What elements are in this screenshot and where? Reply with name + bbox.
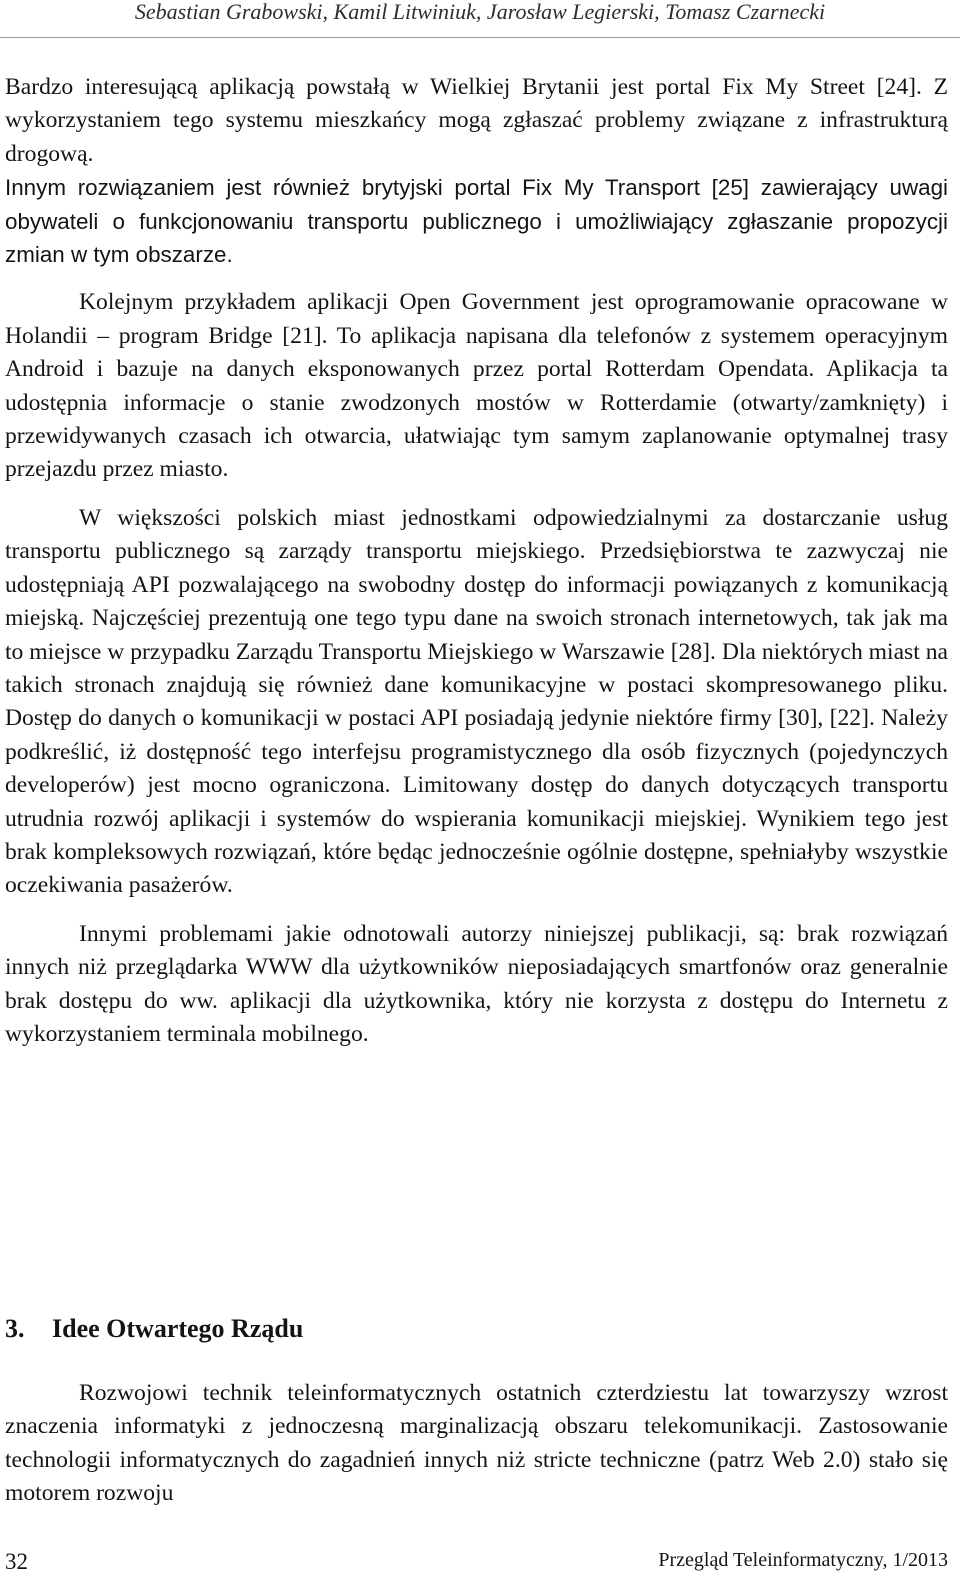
paragraph-fix-my-street: Bardzo interesującą aplikacją powstałą w Wielkiej Brytanii jest portal Fix My Street [24]. Z wykorzystaniem tego systemu mieszkańcy mogą zgłaszać problemy związane z infrastrukturą drogową. [5,74,948,167]
paragraph-polish-cities: W większości polskich miast jednostkami odpowiedzialnymi za dostarczanie usług transportu publicznego są zarządy transportu miejskiego. Przedsiębiorstwa te zazwyczaj nie udostępniają API pozwalającego na swobodny dostęp do informacji powiązanych z komunikacją miejską. Najczęściej prezentują one tego typu dane na swoich stronach internetowych, tak jak ma to miejsce w przypadku Zarządu Transportu Miejskiego w Warszawie [28]. Dla niektórych miast na takich stronach znajdują się również dane komunikacyjne w postaci skompresowanego pliku. Dostęp do danych o komunikacji w postaci API posiadają jedynie niektóre firmy [30], [22]. Należy podkreślić, iż dostępność tego interfejsu programistycznego dla osób fizycznych (pojedynczych developerów) jest mocno ograniczona. Limitowany dostęp do danych dotyczących transportu utrudnia rozwój aplikacji i systemów do wspierania komunikacji miejskiej. Wynikiem tego jest brak kompleksowych rozwiązań, które będąc jednocześnie ogólnie dostępne, spełniałyby wszystkie oczekiwania pasażerów. [5,504,948,899]
header-authors: Sebastian Grabowski, Kamil Litwiniuk, Jarosław Legierski, Tomasz Czarnecki [134,0,826,24]
section-body [5,1377,948,1511]
paragraph-other-problems: Innymi problemami jakie odnotowali autorzy niniejszej publikacji, są: brak rozwiązań innych niż przeglądarka WWW dla użytkowników nieposiadających smartfonów oraz generalnie brak dostępu do ww. aplikacji dla użytkownika, który nie korzysta z dostępu do Internetu z wykorzystaniem terminala mobilnego. [5,920,948,1047]
paragraph-bridge-app: Kolejnym przykładem aplikacji Open Government jest oprogramowanie opracowane w Holandii – program Bridge [21]. To aplikacja napisana dla telefonów z systemem operacyjnym Android i bazuje na danych eksponowanych przez portal Rotterdam Opendata. Aplikacja ta udostępnia informacje o stanie zwodzonych mostów w Rotterdamie (otwarty/zamknięty) i przewidywanych czasach ich otwarcia, ułatwiając tym samym zaplanowanie optymalnej trasy przejazdu przez miasto. [5,289,948,483]
journal-reference: Przegląd Teleinformatyczny, 1/2013 [658,1549,948,1571]
paragraph-gap [5,903,948,918]
paragraph-section-intro: Rozwojowi technik teleinformatycznych ostatnich czterdziestu lat towarzyszy wzrost znaczenia informatyki z jednoczesną marginalizacją obszaru telekomunikacji. Zastosowanie technologii informatycznych do zagadnień innych niż stricte techniczne (patrz Web 2.0) stało się motorem rozwoju [5,1380,948,1507]
section-heading [5,1312,303,1346]
page-number: 32 [5,1549,28,1574]
paragraph-gap [5,487,948,502]
page-footer [5,1542,948,1578]
section-title: Idee Otwartego Rządu [52,1314,304,1343]
section-number: 3. [5,1314,25,1343]
paragraph-gap [5,271,948,286]
paragraph-fix-my-transport: Innym rozwiązaniem jest również brytyjski portal Fix My Transport [25] zawierający uwagi obywateli o funkcjonowaniu transportu publicznego i umożliwiający zgłaszanie propozycji zmian w tym obszarze. [5,175,948,268]
running-header [0,0,960,38]
article-body [5,71,948,1051]
